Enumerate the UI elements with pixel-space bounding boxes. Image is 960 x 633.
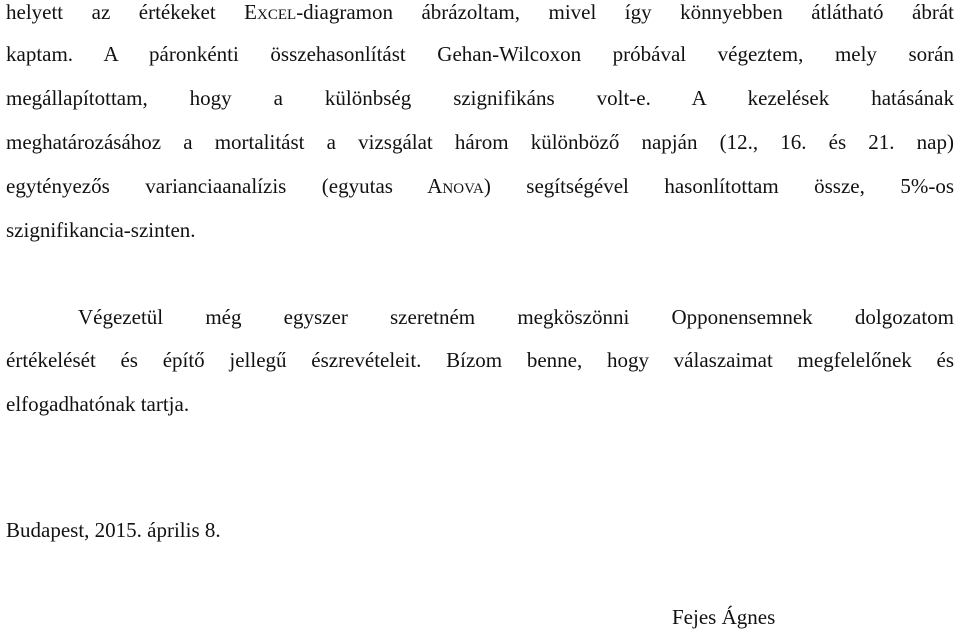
paragraph-1-line-1 xyxy=(6,0,954,27)
paragraph-2-line-1: Végezetül még egyszer szeretném megköszönni Opponensemnek dolgozatom xyxy=(78,305,954,329)
paragraph-1-line-2: kaptam. A páronkénti összehasonlítást Gehan-Wilcoxon próbával végeztem, mely során xyxy=(6,42,954,66)
excel-smallcaps: XCEL xyxy=(257,7,297,23)
paragraph-2-line-2: értékelését és építő jellegű észrevételeit. Bízom benne, hogy válaszaimat megfelelőnek és xyxy=(6,348,954,372)
text-segment: helyett az értékeket E xyxy=(6,0,258,24)
paragraph-1-line-6: szignifikancia-szinten. xyxy=(6,218,196,242)
paragraph-1-line-4: meghatározásához a mortalitást a vizsgálat három különböző napján (12., 16. és 21. nap) xyxy=(6,130,954,154)
paragraph-1-line-3: megállapítottam, hogy a különbség szignifikáns volt-e. A kezelések hatásának xyxy=(6,86,954,110)
paragraph-1-line-5 xyxy=(6,174,954,201)
text-segment: -diagramon ábrázoltam, mivel így könnyebben átlátható ábrát xyxy=(296,0,954,24)
text-segment: egytényezős varianciaanalízis (egyutas A xyxy=(6,174,443,198)
paragraph-2-line-3: elfogadhatónak tartja. xyxy=(6,392,190,416)
anova-smallcaps: NOVA xyxy=(442,181,484,197)
text-segment: ) segítségével hasonlítottam össze, 5%-os xyxy=(483,174,954,198)
signature-name: Fejes Ágnes xyxy=(672,605,776,629)
date-line: Budapest, 2015. április 8. xyxy=(6,518,221,542)
